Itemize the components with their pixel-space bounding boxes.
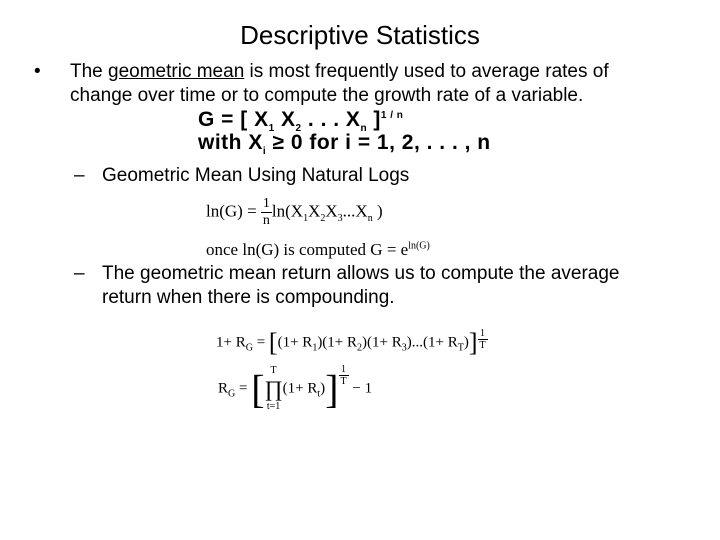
eq4-part: )...(1+ R: [406, 334, 458, 351]
eq2-num: 1: [262, 196, 270, 211]
subbullet-text: The geometric mean return allows us to compute the average return when there is compounding.: [102, 263, 620, 308]
eq5-sub: t: [317, 388, 321, 400]
eq2-den: n: [262, 213, 270, 228]
subbullet-text: Geometric Mean Using Natural Logs: [102, 165, 410, 186]
right-bracket-icon: ]: [325, 366, 339, 412]
bullet-underlined-term: geometric mean: [108, 61, 245, 82]
bullet-text: [70, 60, 674, 108]
eq5-exponent: [339, 364, 349, 387]
eq5-part: − 1: [348, 380, 373, 397]
eq2-part: X: [308, 201, 321, 221]
eq2-sub: n: [367, 212, 373, 224]
eq4-sub: T: [457, 342, 464, 354]
eq1b-part: with X: [198, 131, 263, 154]
product-lower-limit: t=1: [266, 401, 281, 412]
eq1-sub: 2: [295, 123, 302, 135]
eq1-exponent: 1 / n: [380, 110, 404, 121]
bullet-text-pre: The: [70, 61, 109, 82]
eq4-part: )(1+ R: [317, 334, 358, 351]
bullet-text-post: is most frequently used to average rates of change over time or to compute the growth rate of a variable.: [70, 61, 609, 106]
eq4-part: ): [463, 334, 469, 351]
subbullet-dash: –: [74, 263, 85, 284]
equation-one-plus-rg: [216, 328, 488, 358]
left-bracket-icon: [: [251, 366, 265, 412]
slide-title: Descriptive Statistics: [240, 20, 480, 50]
eq2-sub: 1: [303, 212, 309, 224]
eq5-exp-num: 1: [339, 364, 349, 376]
eq4-part: (1+ R: [277, 334, 313, 351]
eq2-sub: 2: [320, 212, 326, 224]
eq4-sub: 2: [357, 342, 363, 354]
eq5-sub: G: [228, 388, 236, 400]
eq4-part: =: [252, 334, 269, 351]
eq2-part: ln(X: [271, 201, 304, 221]
eq4-exponent: [478, 328, 488, 351]
eq2-fraction: [261, 196, 272, 229]
left-bracket-icon: [: [268, 328, 278, 357]
eq1-sub: n: [360, 123, 368, 135]
subbullet-geometric-mean-return: [74, 262, 674, 310]
eq5-part: R: [218, 380, 229, 397]
equation-rg: [218, 364, 372, 414]
product-icon: ∏: [264, 376, 283, 401]
product-operator: [265, 364, 283, 414]
eq3-text: once ln(G) is computed G = e: [206, 240, 409, 259]
eq4-sub: 3: [401, 342, 407, 354]
eq2-part: X: [325, 201, 338, 221]
eq5-part: ): [320, 380, 326, 397]
product-upper-limit: T: [270, 365, 277, 376]
eq1-part: ]: [367, 108, 381, 131]
equation-ln-g: [206, 196, 383, 229]
eq3-exponent: ln(G): [408, 240, 430, 252]
subbullet-dash: –: [74, 165, 85, 186]
equation-once-computed: [206, 240, 430, 260]
eq1-part: G = [ X: [198, 108, 269, 131]
eq4-exp-num: 1: [478, 328, 488, 340]
eq4-sub: 1: [312, 342, 318, 354]
eq4-exp-den: T: [479, 340, 486, 351]
eq1-sub: 1: [268, 123, 275, 135]
eq5-part: =: [235, 380, 252, 397]
bullet-marker: •: [34, 61, 41, 82]
eq5-part: (1+ R: [282, 380, 318, 397]
eq1-part: . . . X: [301, 108, 361, 131]
eq1-part: X: [274, 108, 296, 131]
eq4-sub: G: [245, 342, 253, 354]
eq2-sub: 3: [337, 212, 343, 224]
eq5-exp-den: T: [340, 376, 347, 387]
subbullet-natural-logs: [74, 164, 674, 188]
eq2-lhs: ln(G) =: [206, 201, 261, 221]
eq1b-part: ≥ 0 for i = 1, 2, . . . , n: [266, 131, 491, 154]
eq2-part: ...X: [342, 201, 368, 221]
eq4-part: )(1+ R: [362, 334, 402, 351]
eq4-part: 1+ R: [216, 334, 246, 351]
eq1b-sub: i: [262, 146, 267, 158]
bullet-geometric-mean: [34, 60, 674, 108]
eq2-part: ): [372, 201, 383, 221]
right-bracket-icon: ]: [468, 328, 478, 357]
equation-condition: [198, 131, 491, 157]
